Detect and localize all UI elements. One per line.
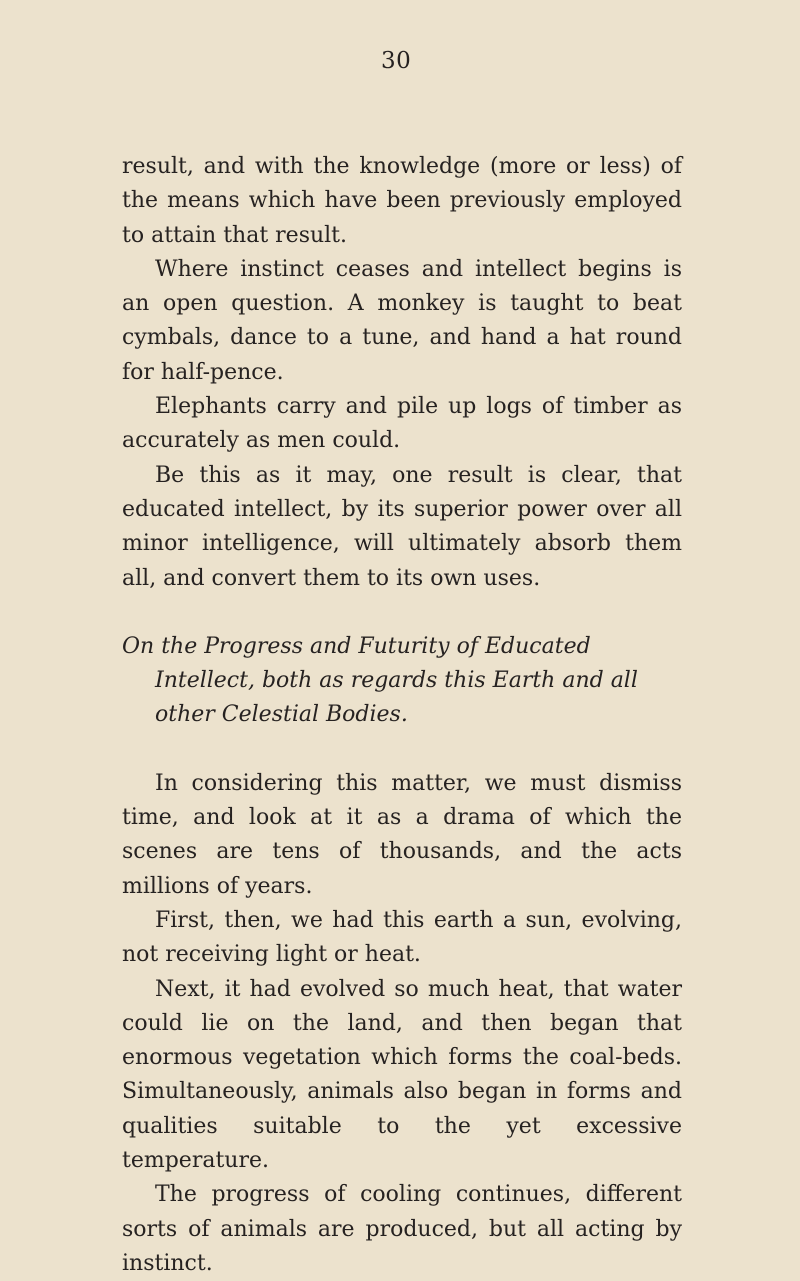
section-heading: On the Progress and Futurity of Educated Intellect, both as regards this Earth and all other Celestial Bodies. bbox=[122, 633, 638, 728]
paragraph-3: Elephants carry and pile up logs of timber as accurately as men could. bbox=[122, 394, 682, 454]
page-number: 30 bbox=[381, 48, 412, 74]
paragraph-2: Where instinct ceases and intellect begins is an open question. A monkey is taught to beat cymbals, dance to a tune, and hand a hat round for half-pence. bbox=[122, 256, 682, 385]
paragraph-4: Be this as it may, one result is clear, that educated intellect, by its superior power over all minor intelligence, will ultimately absorb them all, and convert them to its own uses. bbox=[122, 462, 682, 591]
paragraph-8: The progress of cooling continues, different sorts of animals are produced, but all acting by instinct. bbox=[122, 1182, 682, 1276]
paragraph-6: First, then, we had this earth a sun, evolving, not receiving light or heat. bbox=[122, 907, 682, 968]
body-text bbox=[122, 150, 682, 1281]
paragraph-1: result, and with the knowledge (more or less) of the means which have been previously employed to attain that result. bbox=[122, 154, 682, 248]
paragraph-7: Next, it had evolved so much heat, that water could lie on the land, and then began that enormous vegetation which forms the coal-beds. Simultaneously, animals also began in forms and qualities suitable to the yet excessive temperature. bbox=[122, 976, 682, 1174]
paragraph-5: In considering this matter, we must dismiss time, and look at it as a drama of which the scenes are tens of thousands, and the acts millions of years. bbox=[122, 770, 682, 899]
